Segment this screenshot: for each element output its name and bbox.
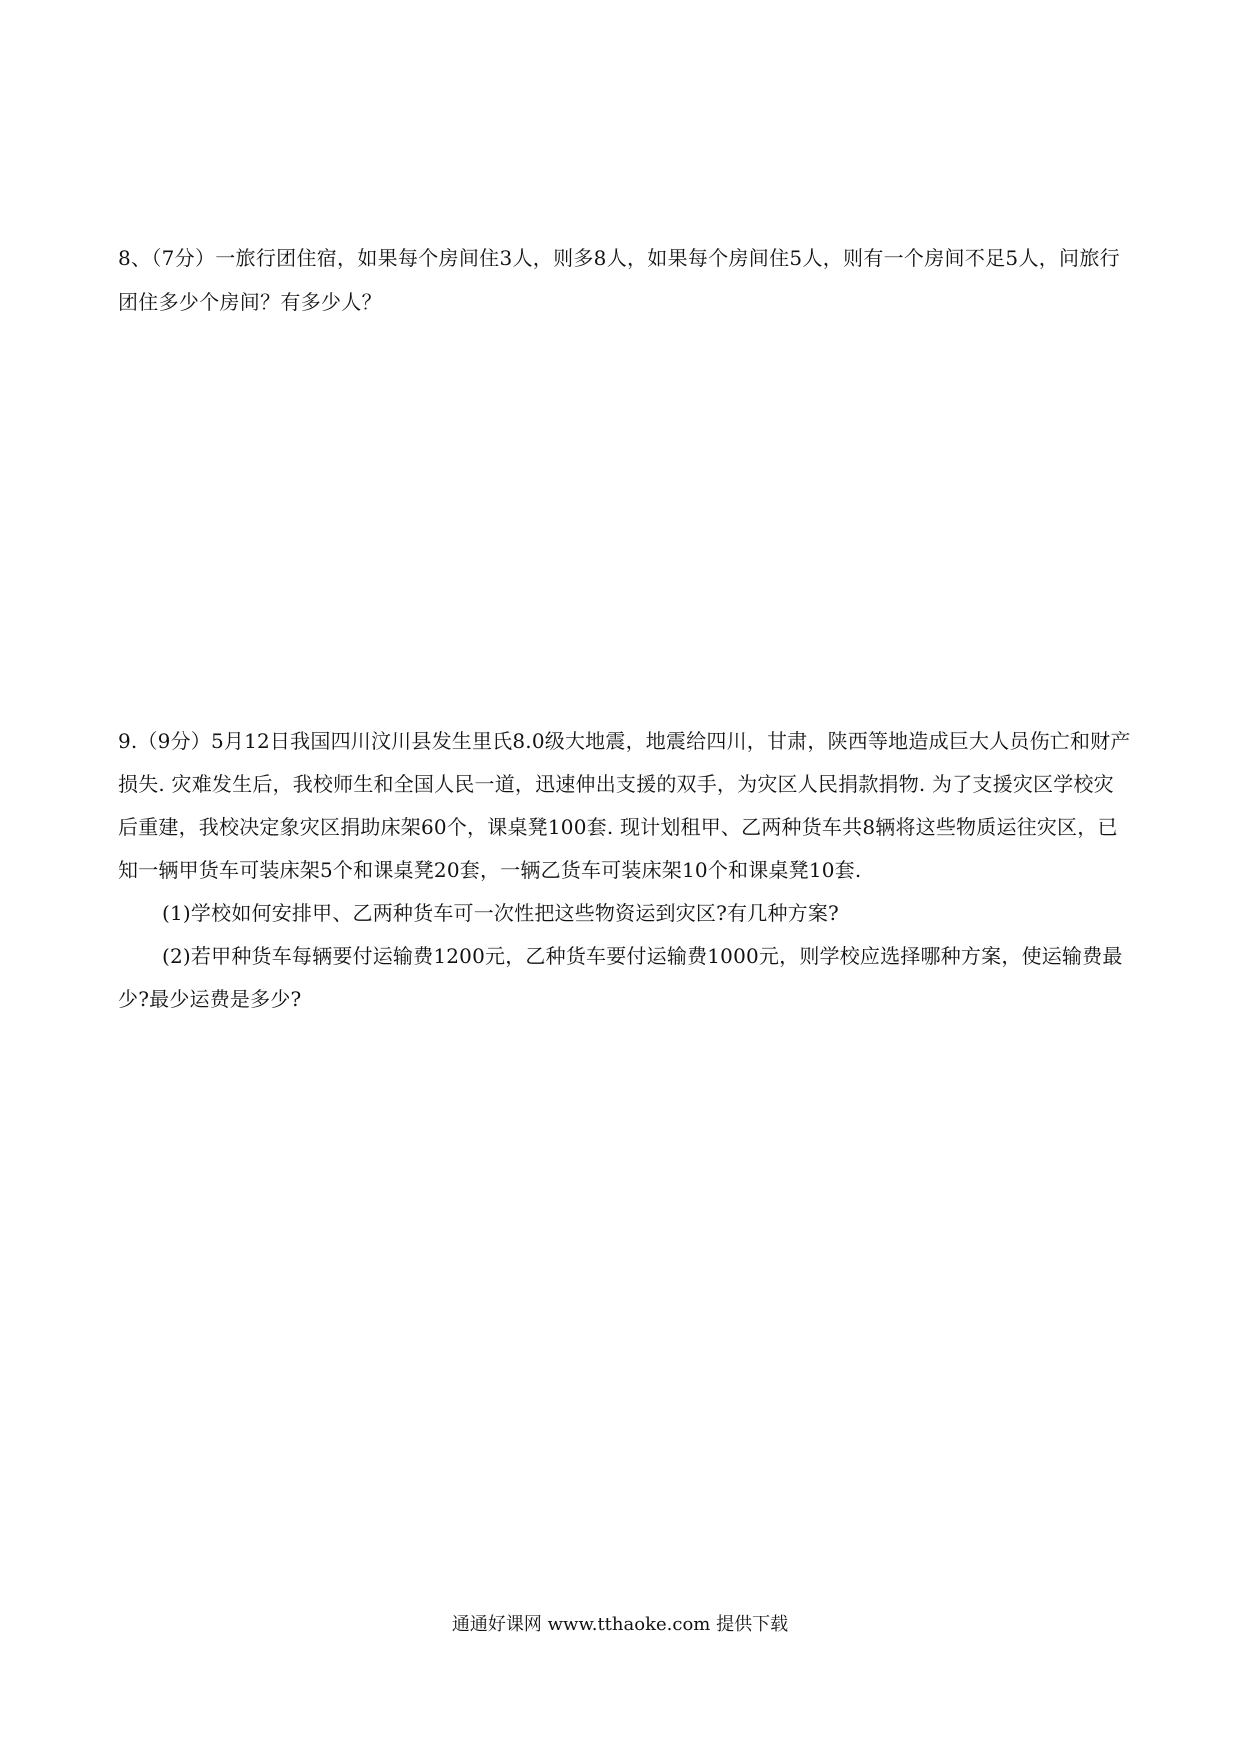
page-footer: 通通好课网 www.tthaoke.com 提供下载 xyxy=(451,1614,789,1635)
question-8: 8、（7分）一旅行团住宿，如果每个房间住3人，则多8人，如果每个房间住5人，则有一个房间不足5人，问旅行团住多少个房间？有多少人？ xyxy=(118,246,1120,314)
question-9 xyxy=(118,720,1133,1021)
question-9-stem: 9.（9分）5月12日我国四川汶川县发生里氏8.0级大地震，地震给四川，甘肃，陕西等地造成巨大人员伤亡和财产损失. 灾难发生后，我校师生和全国人民一道，迅速伸出支援的双手，为灾区人民捐款捐物. 为了支援灾区学校灾后重建，我校决定象灾区捐助床架60个，课桌凳100套. 现计划租甲、乙两种货车共8辆将这些物质运往灾区，已知一辆甲货车可装床架5个和课桌凳20套，一辆乙货车可装床架10个和课桌凳10套. xyxy=(118,729,1131,882)
question-9-part-1: (1)学校如何安排甲、乙两种货车可一次性把这些物资运到灾区?有几种方案? xyxy=(162,901,839,925)
question-9-part-2: (2)若甲种货车每辆要付运输费1200元，乙种货车要付运输费1000元，则学校应选择哪种方案，使运输费最少?最少运费是多少? xyxy=(118,944,1123,1011)
